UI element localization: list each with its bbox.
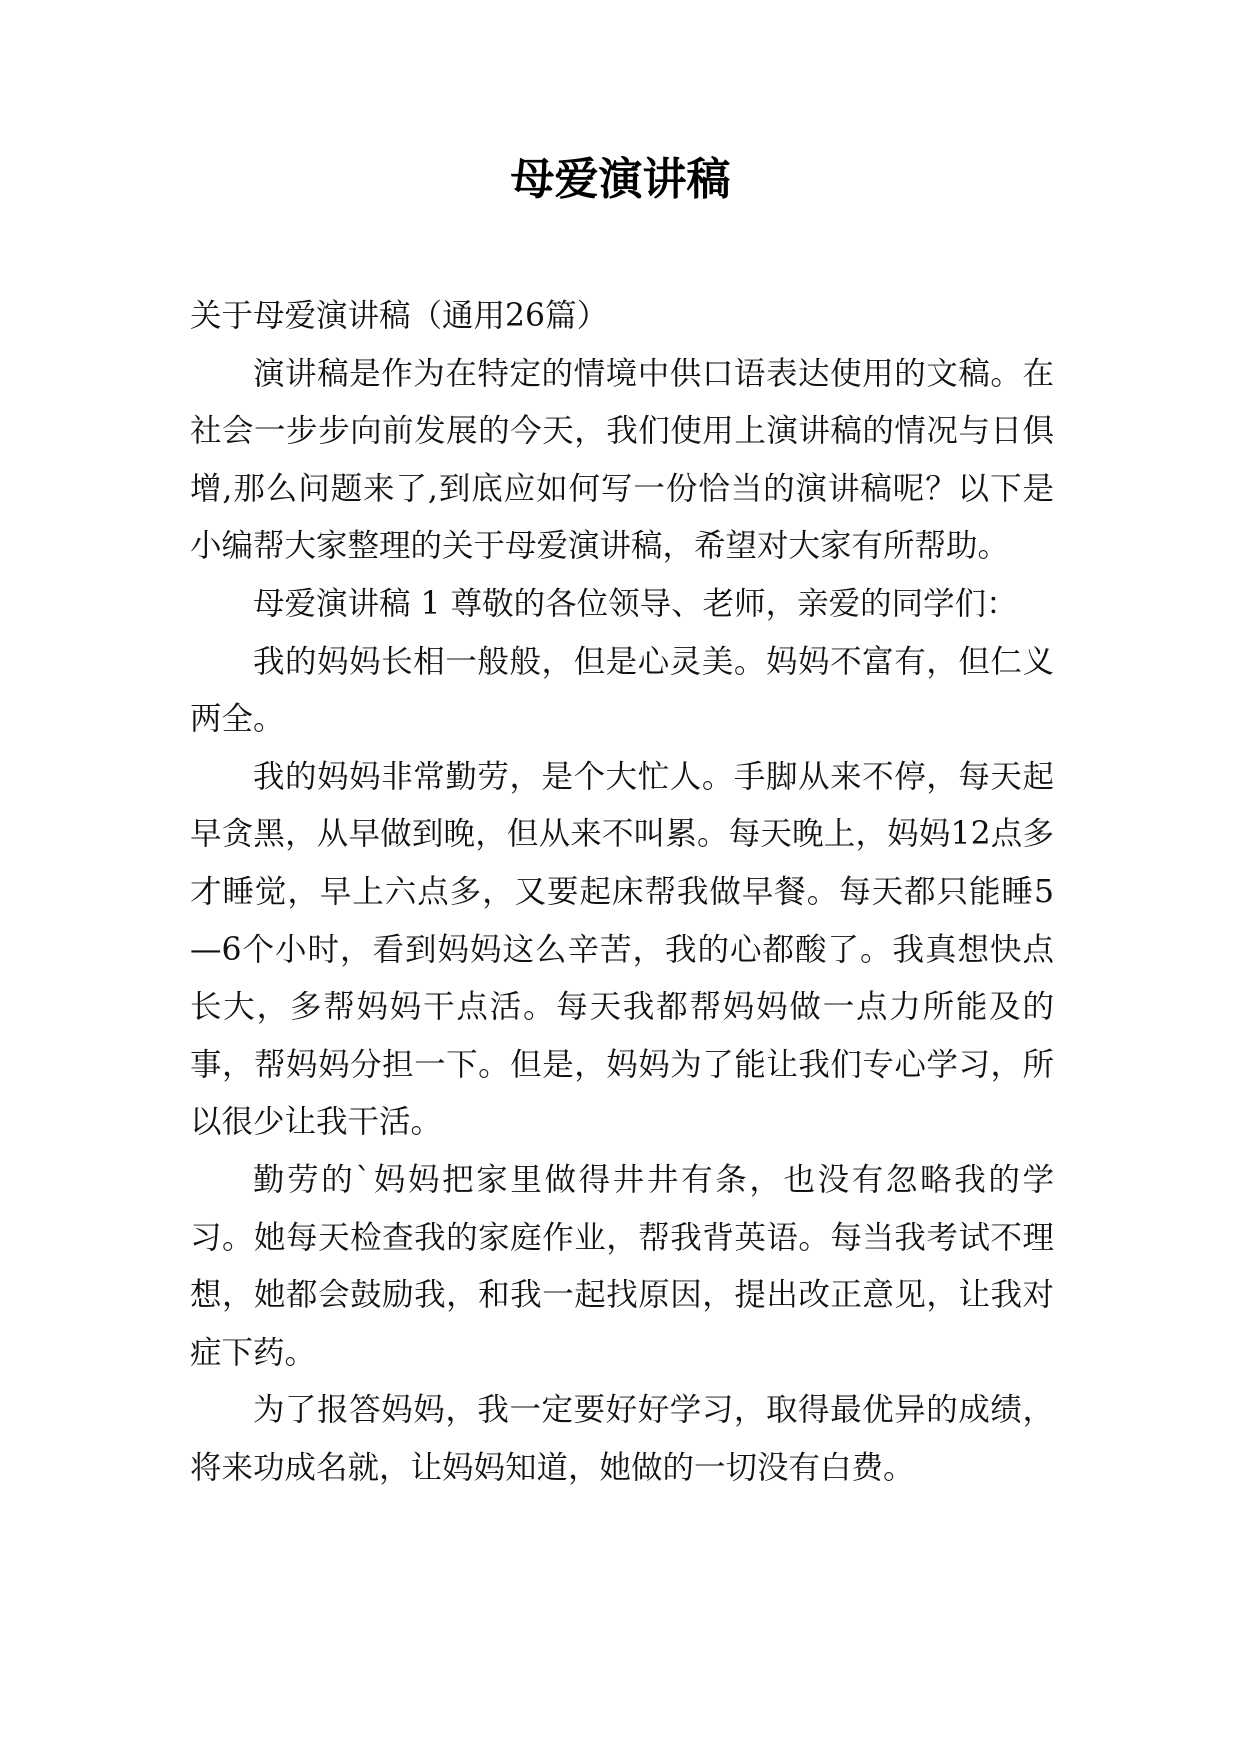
speech-heading-paragraph: 母爱演讲稿 1 尊敬的各位领导、老师，亲爱的同学们： (253, 585, 1018, 622)
subtitle-paragraph: 关于母爱演讲稿（通用26篇） (190, 298, 609, 334)
body-paragraph: 我的妈妈长相一般般，但是心灵美。妈妈不富有，但仁义两全。 (190, 643, 1054, 738)
body-paragraph: 勤劳的`妈妈把家里做得井井有条，也没有忽略我的学习。她每天检查我的家庭作业，帮我背英语。每当我考试不理想，她都会鼓励我，和我一起找原因，提出改正意见，让我对症下药。 (190, 1161, 1054, 1371)
body-paragraph: 我的妈妈非常勤劳，是个大忙人。手脚从来不停，每天起早贪黑，从早做到晚，但从来不叫累。每天晚上，妈妈12点多才睡觉，早上六点多，又要起床帮我做早餐。每天都只能睡5—6个小时，看到妈妈这么辛苦，我的心都酸了。我真想快点长大，多帮妈妈干点活。每天我都帮妈妈做一点力所能及的事，帮妈妈分担一下。但是，妈妈为了能让我们专心学习，所以很少让我干活。 (190, 758, 1054, 1141)
body-paragraph: 为了报答妈妈，我一定要好好学习，取得最优异的成绩，将来功成名就，让妈妈知道，她做的一切没有白费。 (190, 1392, 1054, 1486)
document-body (190, 288, 1054, 1497)
intro-paragraph: 演讲稿是作为在特定的情境中供口语表达使用的文稿。在社会一步步向前发展的今天，我们使用上演讲稿的情况与日俱增,那么问题来了,到底应如何写一份恰当的演讲稿呢？以下是小编帮大家整理的关于母爱演讲稿，希望对大家有所帮助。 (190, 355, 1054, 565)
document-title: 母爱演讲稿 (510, 154, 731, 205)
